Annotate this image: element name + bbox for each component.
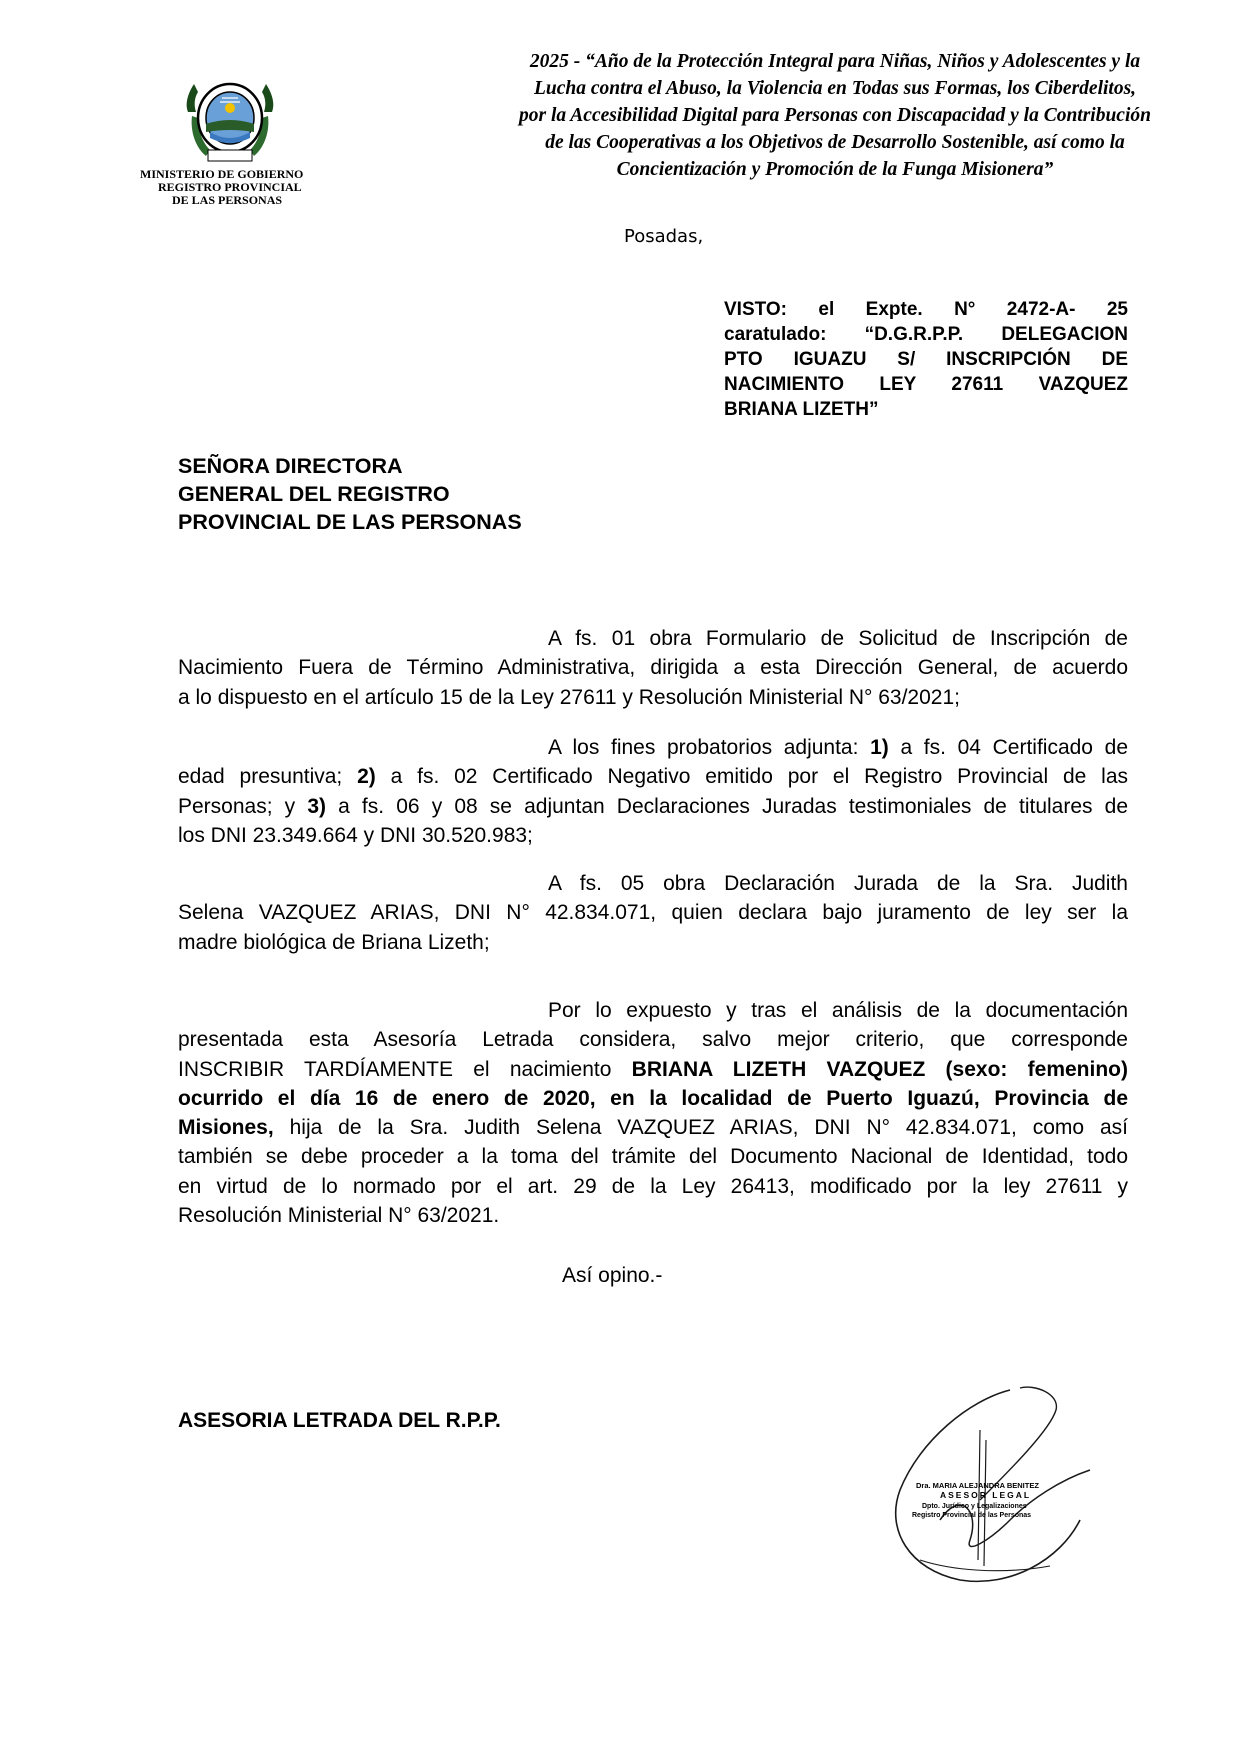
visto-line: caratulado: “D.G.R.P.P. DELEGACION — [724, 324, 1128, 345]
paragraph-line: A fs. 05 obra Declaración Jurada de la Sra. Judith — [548, 872, 1128, 895]
enum-marker: 1) — [870, 736, 889, 759]
motto-line: de las Cooperativas a los Objetivos de Desarrollo Sostenible, así como la — [545, 132, 1125, 153]
visto-line: BRIANA LIZETH” — [724, 399, 879, 420]
addressee-line: GENERAL DEL REGISTRO — [178, 482, 450, 506]
ministry-line: MINISTERIO DE GOBIERNO — [140, 167, 304, 181]
motto-line: 2025 - “Año de la Protección Integral para Niñas, Niños y Adolescentes y la — [529, 51, 1141, 72]
place-date: Posadas, — [624, 226, 704, 247]
year-motto — [480, 48, 1190, 183]
paragraph-line — [178, 1084, 1128, 1113]
motto-line: Lucha contra el Abuso, la Violencia en Todas sus Formas, los Ciberdelitos, — [533, 78, 1137, 99]
ministry-line: DE LAS PERSONAS — [172, 193, 283, 207]
stamp-line: Dpto. Jurídico y Legalizaciones — [922, 1503, 1027, 1510]
paragraph-2 — [178, 733, 1128, 850]
handwritten-signature-icon — [860, 1370, 1140, 1610]
paragraph-4 — [178, 996, 1128, 1230]
bold-text: BRIANA LIZETH VAZQUEZ (sexo: femenino) — [631, 1057, 1128, 1081]
paragraph-line — [178, 1113, 1128, 1142]
ministry-line: REGISTRO PROVINCIAL — [158, 180, 302, 194]
paragraph-line — [178, 762, 1128, 791]
text: A los fines probatorios adjunta: — [548, 736, 871, 759]
paragraph-line: también se debe proceder a la toma del trámite del Documento Nacional de Identidad, todo — [178, 1145, 1128, 1169]
paragraph-line: Resolución Ministerial N° 63/2021. — [178, 1204, 500, 1228]
paragraph-3 — [178, 869, 1128, 957]
paragraph-line: A fs. 01 obra Formulario de Solicitud de Inscripción de — [548, 627, 1128, 650]
text: INSCRIBIR TARDÍAMENTE el nacimiento — [178, 1057, 632, 1081]
text: edad presuntiva; — [178, 765, 358, 789]
closing-text: Así opino.- — [562, 1264, 663, 1287]
enum-marker: 3) — [307, 794, 326, 818]
ministry-header — [140, 168, 340, 207]
paragraph-line: presentada esta Asesoría Letrada considera, salvo mejor criterio, que corresponde — [178, 1028, 1128, 1052]
addressee-line: SEÑORA DIRECTORA — [178, 454, 403, 478]
paragraph-line: Selena VAZQUEZ ARIAS, DNI N° 42.834.071, quien declara bajo juramento de ley ser la — [178, 901, 1128, 925]
bold-text: ocurrido el día 16 de enero de 2020, en la localidad de Puerto Iguazú, Provincia de — [178, 1086, 1128, 1110]
text: Personas; y — [178, 794, 308, 818]
paragraph-line: Por lo expuesto y tras el análisis de la documentación — [548, 999, 1128, 1022]
motto-line: Concientización y Promoción de la Funga Misionera” — [616, 159, 1054, 180]
paragraph-1 — [178, 624, 1128, 712]
enum-marker: 2) — [357, 765, 376, 789]
visto-line: PTO IGUAZU S/ INSCRIPCIÓN DE — [724, 349, 1128, 370]
paragraph-line: los DNI 23.349.664 y DNI 30.520.983; — [178, 823, 533, 847]
paragraph-line: madre biológica de Briana Lizeth; — [178, 930, 490, 954]
stamp-line: ASESOR LEGAL — [940, 1490, 1032, 1500]
addressee — [178, 452, 522, 536]
text: hija de la Sra. Judith Selena VAZQUEZ ARIAS, DNI N° 42.834.071, como así — [273, 1116, 1128, 1140]
paragraph-line — [178, 792, 1128, 821]
text: a fs. 06 y 08 se adjuntan Declaraciones Juradas testimoniales de titulares de — [326, 794, 1128, 818]
paragraph-line — [178, 1055, 1128, 1084]
paragraph-line: a lo dispuesto en el artículo 15 de la Ley 27611 y Resolución Ministerial N° 63/2021; — [178, 685, 960, 709]
text: a fs. 02 Certificado Negativo emitido por el Registro Provincial de las — [375, 765, 1128, 789]
addressee-line: PROVINCIAL DE LAS PERSONAS — [178, 510, 522, 534]
bold-text: Misiones, — [178, 1116, 274, 1140]
motto-line: por la Accesibilidad Digital para Personas con Discapacidad y la Contribución — [519, 105, 1151, 126]
stamp-line: Registro Provincial de las Personas — [912, 1512, 1032, 1519]
paragraph-line: Nacimiento Fuera de Término Administrativa, dirigida a esta Dirección General, de acuerdo — [178, 656, 1128, 680]
visto-line: VISTO: el Expte. N° 2472-A- 25 — [724, 299, 1128, 320]
signer-name: ASESORIA LETRADA DEL R.P.P. — [178, 1409, 501, 1432]
paragraph-line: en virtud de lo normado por el art. 29 de la Ley 26413, modificado por la ley 27611 y — [178, 1174, 1128, 1198]
paragraph-line — [178, 733, 1128, 762]
provincia-de-misiones-seal-icon — [180, 72, 280, 168]
stamp-line: Dra. MARIA ALEJANDRA BENITEZ — [916, 1481, 1039, 1490]
visto-line: NACIMIENTO LEY 27611 VAZQUEZ — [724, 374, 1128, 395]
text: a fs. 04 Certificado de — [888, 736, 1128, 759]
visto-block — [724, 297, 1128, 422]
